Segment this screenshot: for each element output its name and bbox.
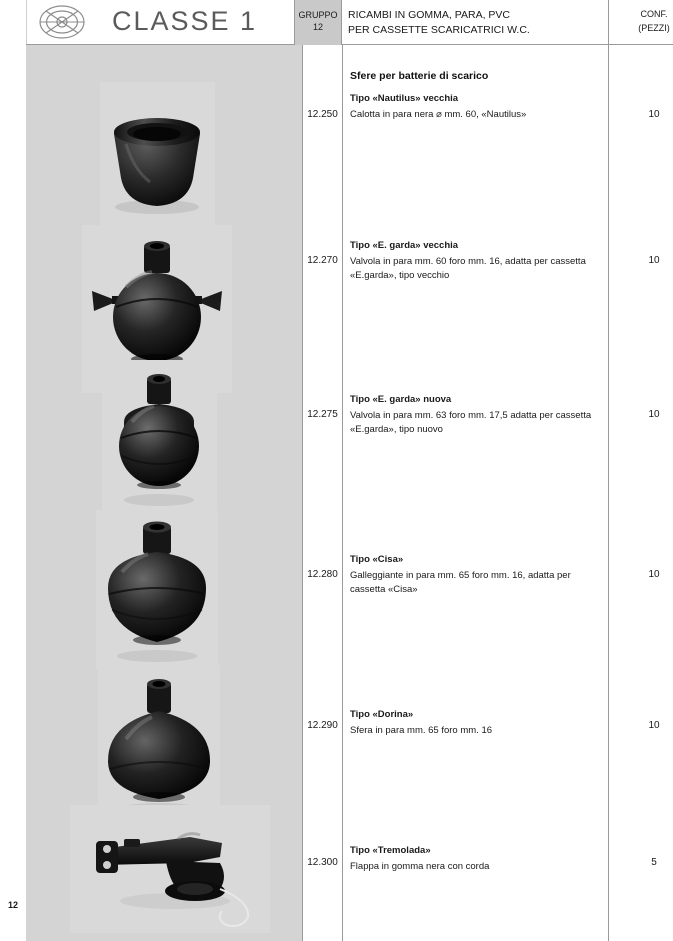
product-code: 12.290 [307, 720, 338, 731]
product-rows [26, 45, 673, 941]
product-text: Flappa in gomma nera con corda [350, 860, 490, 872]
gruppo-cell [295, 0, 341, 45]
dorina-sphere-photo [98, 665, 220, 825]
product-title: Tipo «E. garda» nuova [350, 394, 452, 405]
product-title: Tipo «Dorina» [350, 709, 414, 720]
product-qty: 10 [648, 109, 660, 120]
product-text: Sfera in para mm. 65 foro mm. 16 [350, 724, 493, 736]
product-title: Tipo «Tremolada» [350, 845, 431, 856]
product-description [350, 393, 600, 436]
header-divider-2 [341, 0, 342, 45]
left-margin-strip [0, 0, 27, 941]
egarda-new-valve-photo [102, 360, 217, 515]
page-number: 12 [7, 900, 18, 910]
product-text: Valvola in para mm. 60 foro mm. 16, adatta per cassetta «E.garda», tipo vecchio [350, 255, 586, 281]
header-conf-line1: CONF. [640, 9, 668, 19]
tremolada-flapper-photo [70, 805, 270, 933]
product-code: 12.250 [307, 109, 338, 120]
product-qty: 10 [648, 255, 660, 266]
section-title: Sfere per batterie di scarico [350, 70, 489, 82]
header-conf-line2: (PEZZI) [638, 22, 670, 33]
product-qty: 10 [648, 569, 660, 580]
page-header [26, 0, 673, 45]
nautilus-cap-photo [100, 82, 215, 227]
header-conf [609, 8, 673, 35]
product-text: Calotta in para nera ⌀ mm. 60, «Nautilus» [350, 108, 527, 120]
class-title: CLASSE 1 [112, 6, 258, 36]
product-qty: 10 [648, 720, 660, 731]
page-body [26, 45, 673, 941]
product-title: Tipo «Nautilus» vecchia [350, 93, 459, 104]
cisa-float-photo [96, 510, 218, 670]
product-description [350, 844, 600, 874]
product-code: 12.275 [307, 409, 338, 420]
product-code: 12.270 [307, 255, 338, 266]
product-text: Galleggiante in para mm. 65 foro mm. 16, adatta per cassetta «Cisa» [350, 569, 571, 595]
header-description-line1: RICAMBI IN GOMMA, PARA, PVC [348, 9, 510, 21]
product-qty: 5 [651, 857, 657, 868]
product-title: Tipo «E. garda» vecchia [350, 240, 459, 251]
company-logo-icon [32, 3, 104, 41]
product-description [350, 708, 600, 738]
header-description-line2: PER CASSETTE SCARICATRICI W.C. [348, 24, 530, 37]
product-qty: 10 [648, 409, 660, 420]
product-description [350, 553, 600, 596]
product-description [350, 239, 600, 282]
product-text: Valvola in para mm. 63 foro mm. 17,5 adatta per cassetta «E.garda», tipo nuovo [350, 409, 592, 435]
gruppo-label: GRUPPO [298, 10, 338, 20]
product-title: Tipo «Cisa» [350, 554, 404, 565]
header-description [348, 8, 530, 38]
product-code: 12.300 [307, 857, 338, 868]
gruppo-value: 12 [312, 22, 323, 33]
product-description [350, 92, 600, 122]
product-code: 12.280 [307, 569, 338, 580]
